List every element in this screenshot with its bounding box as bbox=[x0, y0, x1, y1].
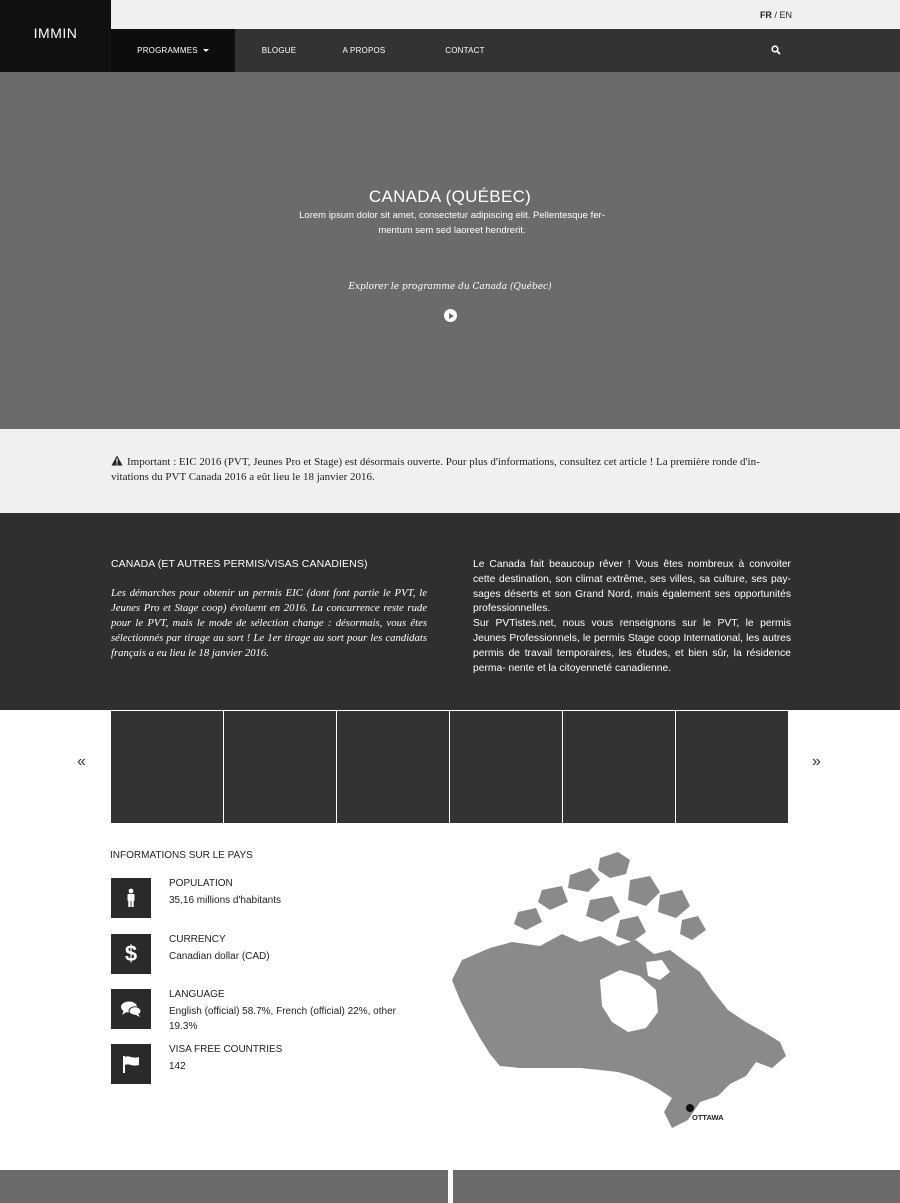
notice-banner bbox=[0, 429, 900, 513]
bottom-panel-right[interactable] bbox=[453, 1170, 900, 1203]
intro-summary: Les démarches pour obtenir un permis EIC (dont font partie le PVT, le Jeunes Pro et Stage coop) évoluent en 2016. La concurrence reste rude pour le PVT, mais le mode de sélection change : désormais, vous êtes sélectionnés par tirage au sort ! Le 1er tirage au sort pour les candidats français a eu lieu le 18 janvier 2016. bbox=[111, 587, 427, 659]
info-value: Canadian dollar (CAD) bbox=[169, 951, 270, 962]
lang-en[interactable]: EN bbox=[779, 10, 792, 20]
caret-down-icon bbox=[203, 49, 209, 52]
hero-description: Lorem ipsum dolor sit amet, consectetur adipiscing elit. Pellentesque fer- mentum sem sed laoreet hendrerit. bbox=[299, 210, 605, 236]
flag-icon bbox=[111, 1044, 151, 1084]
hero-banner bbox=[0, 72, 900, 429]
carousel-thumb[interactable] bbox=[676, 711, 788, 823]
carousel-thumb[interactable] bbox=[337, 711, 449, 823]
info-value: English (official) 58.7%, French (official) 22%, other 19.3% bbox=[169, 1006, 396, 1032]
intro-heading: CANADA (ET AUTRES PERMIS/VISAS CANADIENS) bbox=[111, 558, 368, 570]
intro-right-column bbox=[473, 558, 791, 676]
info-value: 142 bbox=[169, 1061, 186, 1072]
nav-programmes-label: PROGRAMMES bbox=[137, 46, 198, 55]
carousel-thumb[interactable] bbox=[563, 711, 675, 823]
search-icon[interactable] bbox=[771, 45, 781, 55]
nav-blogue-label: BLOGUE bbox=[261, 46, 297, 55]
language-bar bbox=[111, 0, 900, 29]
warning-icon bbox=[111, 455, 123, 466]
intro-paragraph-2: Sur PVTistes.net, nous vous renseignons sur le PVT, le permis Jeunes Professionnels, le permis Stage coop International, les autres permis de travail temporaires, les études, et bien sûr, la résidence perma- nente et la citoyenneté canadienne. bbox=[473, 618, 791, 674]
info-value: 35,16 millions d'habitants bbox=[169, 895, 281, 906]
nav-contact[interactable] bbox=[421, 29, 509, 72]
carousel-thumb[interactable] bbox=[450, 711, 562, 823]
nav-blogue[interactable] bbox=[235, 29, 323, 72]
carousel-next-button[interactable]: » bbox=[812, 753, 821, 770]
intro-left-column bbox=[111, 558, 427, 661]
nav-a-propos-label: A PROPOS bbox=[342, 46, 386, 55]
carousel-thumb[interactable] bbox=[224, 711, 336, 823]
site-header bbox=[0, 0, 900, 72]
country-info-heading: INFORMATIONS SUR LE PAYS bbox=[110, 850, 253, 861]
intro-paragraph-1: Le Canada fait beaucoup rêver ! Vous êtes nombreux à convoiter cette destination, son climat extrême, ses villes, sa culture, ses pay- sages déserts et son Grand Nord, mais également ses opportunités professionnelles. bbox=[473, 559, 791, 615]
canada-map bbox=[450, 850, 790, 1135]
site-logo[interactable]: IMMIN bbox=[0, 0, 111, 72]
info-label: LANGUAGE bbox=[169, 989, 225, 1000]
bottom-panel-left[interactable] bbox=[0, 1170, 448, 1203]
info-label: VISA FREE COUNTRIES bbox=[169, 1044, 283, 1055]
info-label: CURRENCY bbox=[169, 934, 226, 945]
lang-fr[interactable]: FR bbox=[759, 10, 772, 20]
dollar-icon: $ bbox=[111, 934, 151, 974]
person-icon bbox=[111, 878, 151, 918]
image-carousel bbox=[0, 710, 900, 823]
main-nav bbox=[111, 29, 900, 72]
nav-contact-label: CONTACT bbox=[445, 46, 485, 55]
lang-separator: / bbox=[774, 10, 777, 20]
hero-title: CANADA (QUÉBEC) bbox=[368, 187, 532, 206]
nav-programmes[interactable] bbox=[111, 29, 235, 72]
notice-text: Important : EIC 2016 (PVT, Jeunes Pro et Stage) est désormais ouverte. Pour plus d'informations, consultez cet article ! La première ronde d'in- vitations du PVT Canada 2016 a eût lieu le 18 janvier 2016. bbox=[111, 456, 760, 483]
carousel-thumb[interactable] bbox=[111, 711, 223, 823]
chat-icon bbox=[111, 989, 151, 1029]
info-label: POPULATION bbox=[169, 878, 233, 889]
nav-a-propos[interactable] bbox=[323, 29, 405, 72]
language-switcher bbox=[760, 10, 792, 20]
intro-section bbox=[0, 513, 900, 710]
map-city-label: OTTAWA bbox=[692, 1113, 724, 1122]
hero-explore-link[interactable]: Explorer le programme du Canada (Québec) bbox=[348, 282, 552, 292]
notice-text-block bbox=[111, 455, 791, 485]
carousel-prev-button[interactable]: « bbox=[77, 753, 86, 770]
play-icon[interactable] bbox=[444, 309, 457, 322]
